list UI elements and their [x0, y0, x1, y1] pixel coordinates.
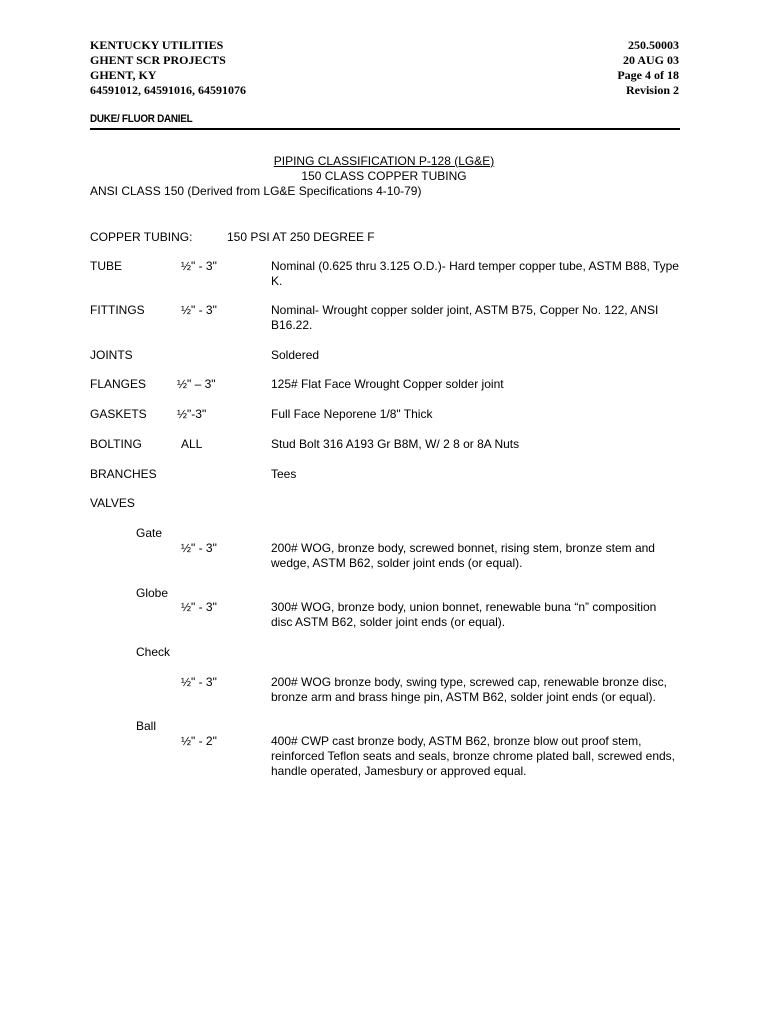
spec-size-tube: ½" - 3"	[181, 259, 217, 273]
valve-size-check: ½" - 3"	[181, 675, 217, 689]
spec-item-branches: BRANCHES	[90, 467, 157, 481]
spec-desc-tube: Nominal (0.625 thru 3.125 O.D.)- Hard temper copper tube, ASTM B88, Type K.	[271, 259, 679, 288]
company-name: DUKE/ FLUOR DANIEL	[90, 113, 193, 125]
spec-desc-joints: Soldered	[271, 348, 320, 362]
header-divider	[90, 128, 680, 130]
spec-desc-bolting: Stud Bolt 316 A193 Gr B8M, W/ 2 8 or 8A Nuts	[271, 437, 520, 451]
copper-tubing-rating: 150 PSI AT 250 DEGREE F	[227, 230, 375, 244]
spec-size-bolting: ALL	[181, 437, 203, 451]
classification-title: PIPING CLASSIFICATION P-128 (LG&E)	[273, 154, 495, 168]
spec-desc-flanges: 125# Flat Face Wrought Copper solder joint	[271, 377, 504, 391]
valve-desc-check: 200# WOG bronze body, swing type, screwed cap, renewable bronze disc, bronze arm and brass hinge pin, ASTM B62, solder joint ends (or equal).	[271, 675, 667, 704]
valve-type-globe: Globe	[136, 586, 169, 600]
ansi-class-line: ANSI CLASS 150 (Derived from LG&E Specifications 4-10-79)	[90, 184, 422, 198]
header-doc-number: 250.50003	[628, 38, 679, 52]
header-job-numbers: 64591012, 64591016, 64591076	[90, 83, 246, 97]
spec-desc-branches: Tees	[271, 467, 297, 481]
header-right	[617, 38, 679, 98]
spec-size-gaskets: ½"-3"	[177, 407, 207, 421]
header-left	[90, 38, 246, 98]
header-revision: Revision 2	[625, 83, 679, 97]
classification-subtitle: 150 CLASS COPPER TUBING	[301, 169, 467, 183]
copper-tubing-label: COPPER TUBING:	[90, 230, 193, 244]
valve-desc-globe: 300# WOG, bronze body, union bonnet, renewable buna “n” composition disc ASTM B62, solder joint ends (or equal).	[271, 600, 657, 629]
valve-desc-ball: 400# CWP cast bronze body, ASTM B62, bronze blow out proof stem, reinforced Teflon seats and seals, bronze chrome plated ball, screwed ends, handle operated, Jamesbury or approved equal.	[271, 734, 676, 778]
valve-size-ball: ½" - 2"	[181, 734, 217, 748]
spec-size-flanges: ½" – 3"	[177, 377, 216, 391]
valve-desc-gate: 200# WOG, bronze body, screwed bonnet, rising stem, bronze stem and wedge, ASTM B62, solder joint ends (or equal).	[271, 541, 655, 570]
valve-size-globe: ½" - 3"	[181, 600, 217, 614]
spec-item-bolting: BOLTING	[90, 437, 142, 451]
header-project: GHENT SCR PROJECTS	[90, 53, 226, 67]
header-date: 20 AUG 03	[622, 53, 679, 67]
header-client: KENTUCKY UTILITIES	[90, 38, 224, 52]
spec-item-fittings: FITTINGS	[90, 303, 145, 317]
spec-size-fittings: ½" - 3"	[181, 303, 217, 317]
spec-item-flanges: FLANGES	[90, 377, 147, 391]
valve-size-gate: ½" - 3"	[181, 541, 217, 555]
header-location: GHENT, KY	[90, 68, 157, 82]
valve-type-ball: Ball	[136, 719, 157, 733]
header-page: Page 4 of 18	[617, 68, 679, 82]
valves-heading: VALVES	[90, 496, 135, 510]
spec-item-gaskets: GASKETS	[90, 407, 147, 421]
valve-type-gate: Gate	[136, 526, 163, 540]
spec-item-tube: TUBE	[90, 259, 123, 273]
spec-desc-gaskets: Full Face Neporene 1/8" Thick	[271, 407, 433, 421]
spec-desc-fittings: Nominal- Wrought copper solder joint, ASTM B75, Copper No. 122, ANSI B16.22.	[271, 303, 659, 332]
spec-item-joints: JOINTS	[90, 348, 133, 362]
valve-type-check: Check	[136, 645, 171, 659]
